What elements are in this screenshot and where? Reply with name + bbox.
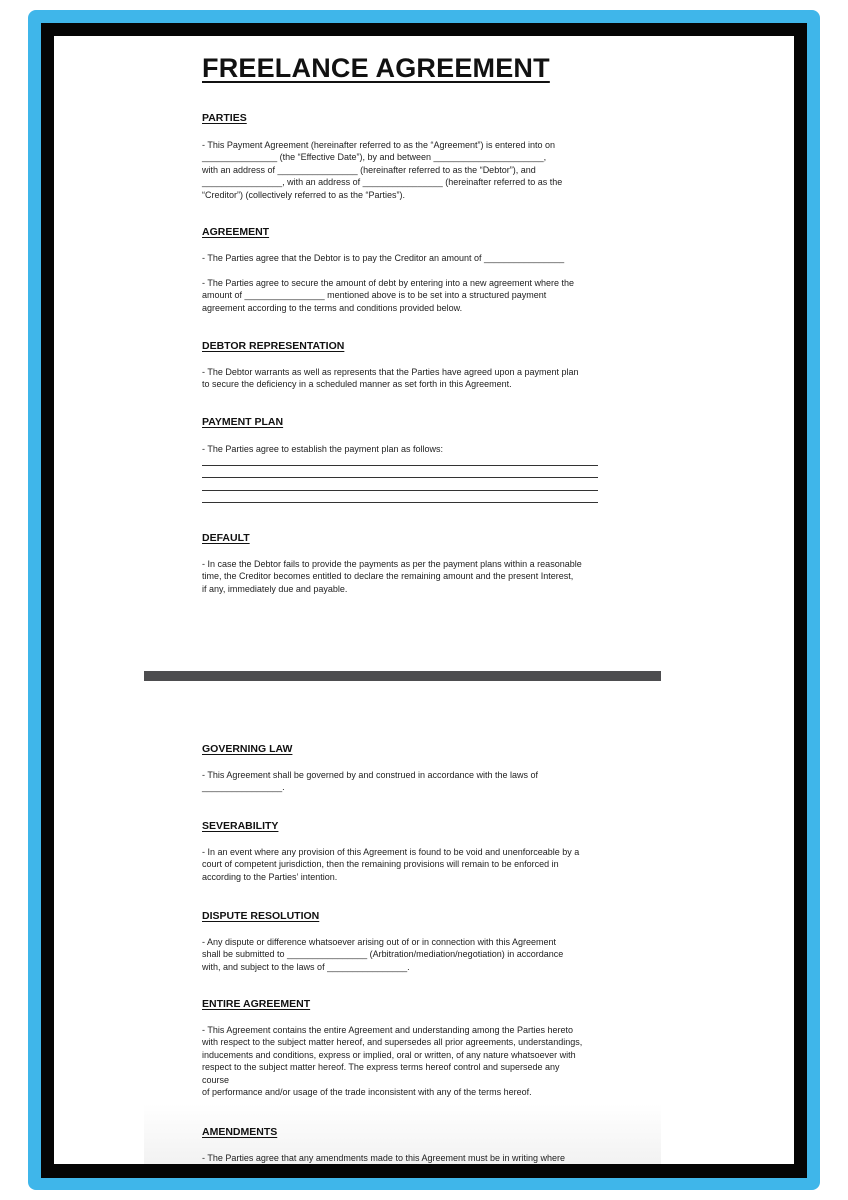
section-heading-dispute-resolution: DISPUTE RESOLUTION bbox=[202, 910, 320, 922]
payment-plan-blank-line bbox=[202, 502, 598, 503]
text-line: to secure the deficiency in a scheduled manner as set forth in this Agreement. bbox=[202, 379, 512, 390]
section-text-governing-law bbox=[202, 769, 662, 794]
section-text-agreement-1 bbox=[202, 252, 662, 264]
text-line: court of competent jurisdiction, then the remaining provisions will remain to be enforced in bbox=[202, 859, 559, 870]
text-line: ________________, with an address of ________________ (hereinafter referred to as the bbox=[202, 177, 563, 188]
section-heading-entire-agreement: ENTIRE AGREEMENT bbox=[202, 998, 311, 1010]
text-line: ________________. bbox=[202, 782, 285, 793]
section-heading-debtor-representation: DEBTOR REPRESENTATION bbox=[202, 340, 345, 352]
section-heading-agreement: AGREEMENT bbox=[202, 226, 270, 238]
text-line: _______________ (the “Effective Date”), by and between ______________________, bbox=[202, 152, 547, 163]
section-text-debtor-representation bbox=[202, 366, 662, 391]
text-line: time, the Creditor becomes entitled to declare the remaining amount and the present Interest, bbox=[202, 571, 574, 582]
section-text-payment-plan bbox=[202, 443, 662, 455]
section-text-entire-agreement bbox=[202, 1024, 662, 1098]
payment-plan-blank-line bbox=[202, 490, 598, 491]
text-line: if any, immediately due and payable. bbox=[202, 583, 348, 594]
text-line: amount of ________________ mentioned above is to be set into a structured payment bbox=[202, 290, 547, 301]
section-heading-default: DEFAULT bbox=[202, 532, 250, 544]
text-line: - In an event where any provision of this Agreement is found to be void and unenforceable by a bbox=[202, 847, 580, 857]
text-line: - The Parties agree that the Debtor is to pay the Creditor an amount of ________________ bbox=[202, 253, 565, 263]
text-line: of performance and/or usage of the trade inconsistent with any of the terms hereof. bbox=[202, 1087, 532, 1098]
text-line: respect to the subject matter hereof. The express terms hereof control and supersede any bbox=[202, 1062, 560, 1073]
document-viewport[interactable] bbox=[54, 36, 794, 1164]
section-text-amendments bbox=[202, 1152, 662, 1164]
page-break-divider bbox=[144, 671, 661, 681]
section-text-parties bbox=[202, 139, 662, 201]
section-heading-severability: SEVERABILITY bbox=[202, 820, 279, 832]
text-line: shall be submitted to ________________ (Arbitration/mediation/negotiation) in accordance bbox=[202, 949, 564, 960]
section-text-severability bbox=[202, 846, 662, 883]
text-line: with respect to the subject matter hereof, and supersedes all prior agreements, understandings, bbox=[202, 1037, 583, 1048]
section-text-default bbox=[202, 558, 662, 595]
text-line: - In case the Debtor fails to provide the payments as per the payment plans within a reasonable bbox=[202, 559, 582, 569]
text-line: - This Agreement contains the entire Agreement and understanding among the Parties hereto bbox=[202, 1025, 574, 1035]
text-line: inducements and conditions, express or implied, oral or written, of any nature whatsoever with bbox=[202, 1049, 576, 1060]
text-line: - The Parties agree that any amendments made to this Agreement must be in writing where bbox=[202, 1153, 566, 1163]
section-text-agreement-2 bbox=[202, 277, 662, 314]
text-line: - The Parties agree to secure the amount of debt by entering into a new agreement where the bbox=[202, 278, 575, 288]
text-line: with, and subject to the laws of ________________. bbox=[202, 961, 410, 972]
section-heading-amendments: AMENDMENTS bbox=[202, 1126, 278, 1138]
text-line: “Creditor”) (collectively referred to as the “Parties”). bbox=[202, 189, 406, 200]
text-line: agreement according to the terms and conditions provided below. bbox=[202, 302, 463, 313]
section-heading-parties: PARTIES bbox=[202, 112, 247, 124]
text-line: according to the Parties’ intention. bbox=[202, 871, 338, 882]
section-heading-governing-law: GOVERNING LAW bbox=[202, 743, 293, 755]
payment-plan-blank-line bbox=[202, 477, 598, 478]
text-line: - The Parties agree to establish the payment plan as follows: bbox=[202, 444, 443, 454]
text-line: - The Debtor warrants as well as represents that the Parties have agreed upon a payment plan bbox=[202, 367, 579, 377]
text-line: course bbox=[202, 1074, 230, 1085]
text-line: - Any dispute or difference whatsoever arising out of or in connection with this Agreement bbox=[202, 937, 557, 947]
text-line: with an address of ________________ (hereinafter referred to as the “Debtor”), and bbox=[202, 164, 536, 175]
section-heading-payment-plan: PAYMENT PLAN bbox=[202, 416, 284, 428]
text-line: - This Payment Agreement (hereinafter referred to as the “Agreement”) is entered into on bbox=[202, 140, 556, 150]
section-text-dispute-resolution bbox=[202, 936, 662, 973]
document-title: FREELANCE AGREEMENT bbox=[202, 53, 550, 83]
payment-plan-blank-line bbox=[202, 465, 598, 466]
text-line: - This Agreement shall be governed by and construed in accordance with the laws of bbox=[202, 770, 539, 780]
